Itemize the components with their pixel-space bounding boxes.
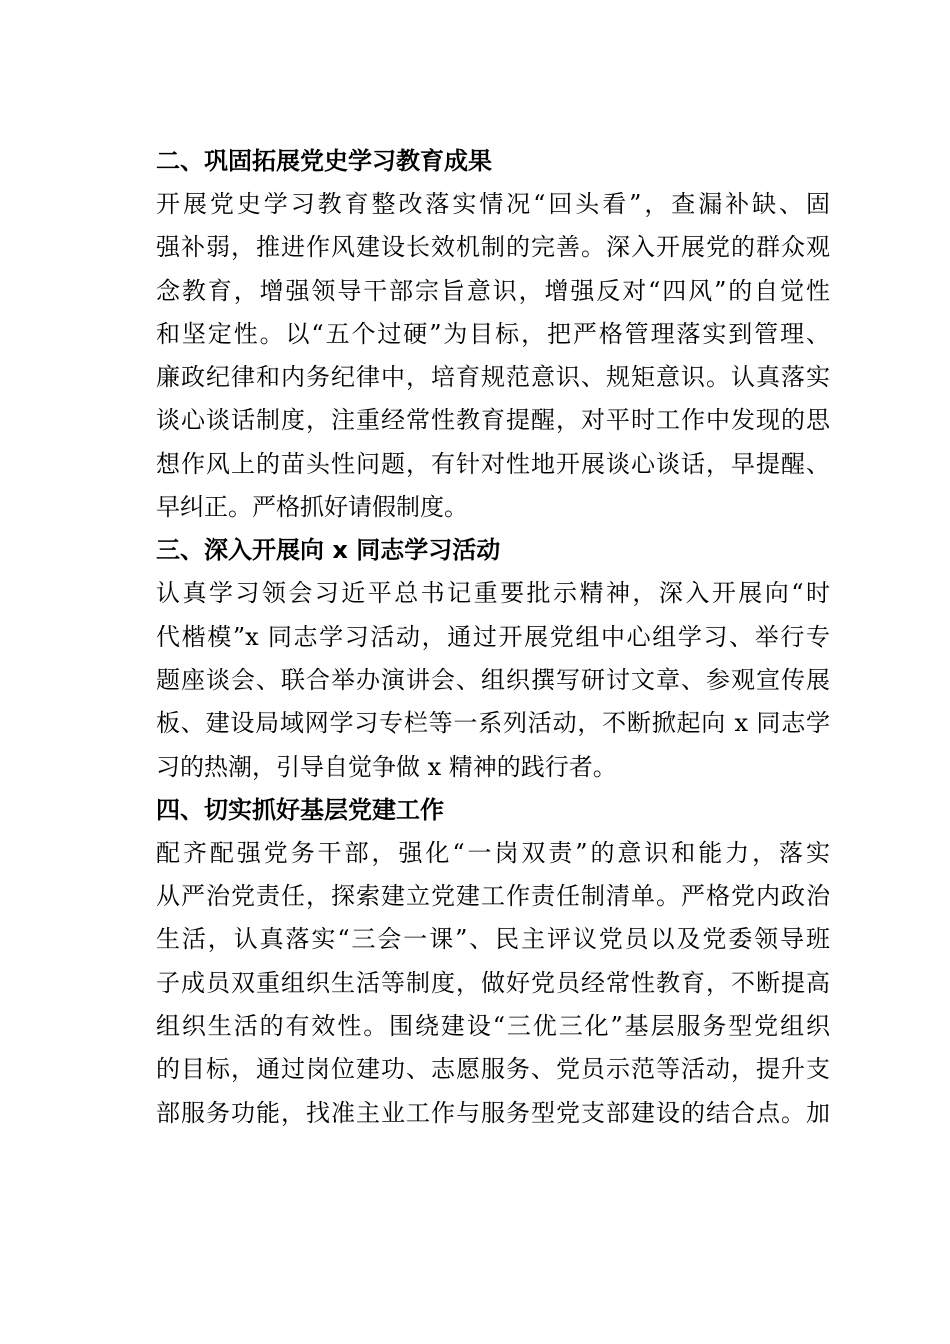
paragraph-line: 谈心谈话制度，注重经常性教育提醒，对平时工作中发现的思 bbox=[156, 406, 830, 435]
section-paragraph-4 bbox=[120, 832, 830, 1135]
section-heading-4: 四、切实抓好基层党建工作 bbox=[156, 795, 444, 824]
paragraph-line: 部服务功能，找准主业工作与服务型党支部建设的结合点。加 bbox=[156, 1098, 830, 1127]
paragraph-line: 认真学习领会习近平总书记重要批示精神，深入开展向“时 bbox=[156, 579, 830, 608]
paragraph-line: 想作风上的苗头性问题，有针对性地开展谈心谈话，早提醒、 bbox=[156, 449, 830, 478]
paragraph-line: 配齐配强党务干部，强化“一岗双责”的意识和能力，落实 bbox=[156, 838, 830, 867]
paragraph-line: 廉政纪律和内务纪律中，培育规范意识、规矩意识。认真落实 bbox=[156, 363, 830, 392]
section-heading-2: 二、巩固拓展党史学习教育成果 bbox=[156, 147, 492, 175]
section-paragraph-3 bbox=[120, 572, 830, 788]
paragraph-line: 组织生活的有效性。围绕建设“三优三化”基层服务型党组织 bbox=[156, 1012, 830, 1041]
paragraph-line: 板、建设局域网学习专栏等一系列活动，不断掀起向 x 同志学 bbox=[156, 709, 830, 738]
section-paragraph-2 bbox=[120, 183, 830, 529]
paragraph-line: 的目标，通过岗位建功、志愿服务、党员示范等活动，提升支 bbox=[156, 1055, 830, 1084]
paragraph-line: 习的热潮，引导自觉争做 x 精神的践行者。 bbox=[156, 752, 617, 781]
paragraph-line: 生活，认真落实“三会一课”、民主评议党员以及党委领导班 bbox=[156, 925, 830, 954]
paragraph-line: 和坚定性。以“五个过硬”为目标，把严格管理落实到管理、 bbox=[156, 319, 830, 348]
document-body bbox=[120, 140, 830, 1135]
paragraph-line: 开展党史学习教育整改落实情况“回头看”，查漏补缺、固 bbox=[156, 190, 830, 218]
paragraph-line: 题座谈会、联合举办演讲会、组织撰写研讨文章、参观宣传展 bbox=[156, 665, 830, 694]
section-heading-3: 三、深入开展向 x 同志学习活动 bbox=[156, 536, 501, 565]
paragraph-line: 子成员双重组织生活等制度，做好党员经常性教育，不断提高 bbox=[156, 968, 830, 997]
paragraph-line: 强补弱，推进作风建设长效机制的完善。深入开展党的群众观 bbox=[156, 233, 830, 262]
paragraph-line: 代楷模”x 同志学习活动，通过开展党组中心组学习、举行专 bbox=[156, 622, 830, 651]
paragraph-line: 从严治党责任，探索建立党建工作责任制清单。严格党内政治 bbox=[156, 882, 830, 911]
paragraph-line: 早纠正。严格抓好请假制度。 bbox=[156, 493, 468, 522]
paragraph-line: 念教育，增强领导干部宗旨意识，增强反对“四风”的自觉性 bbox=[156, 276, 830, 305]
